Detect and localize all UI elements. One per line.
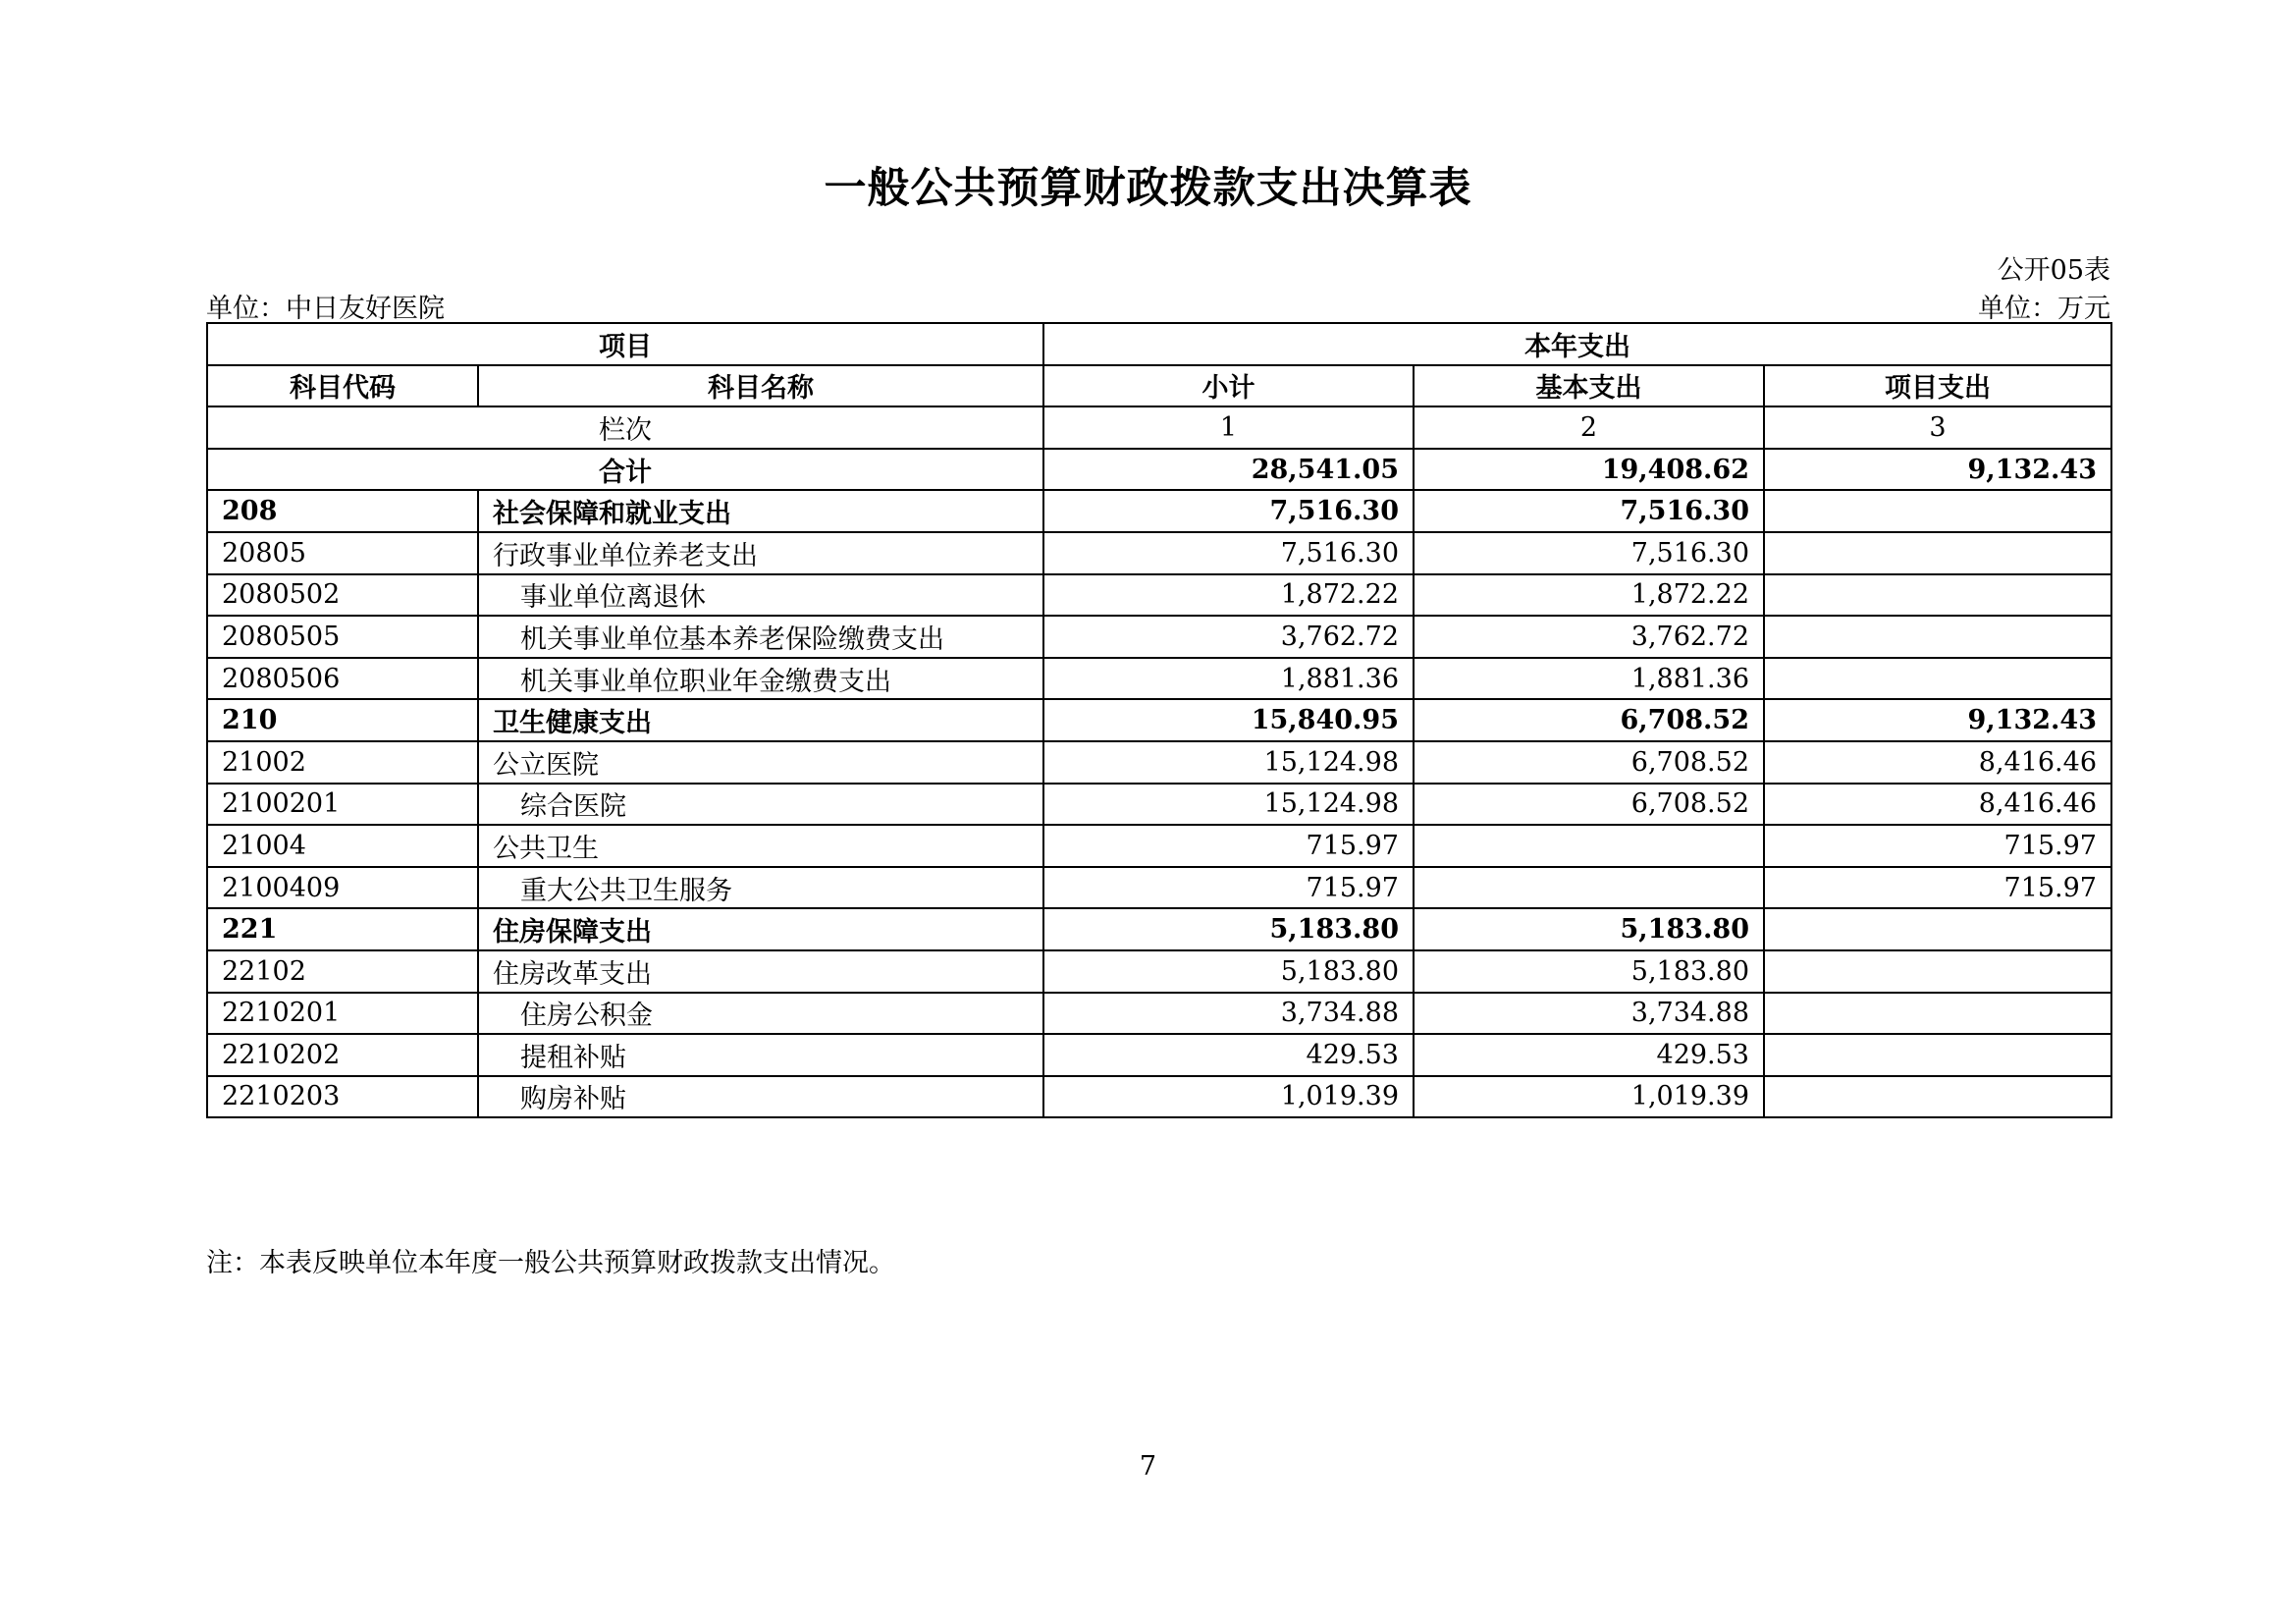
row-name: 机关事业单位职业年金缴费支出 xyxy=(478,658,1043,700)
total-basic: 19,408.62 xyxy=(1414,449,1764,491)
row-subtotal: 7,516.30 xyxy=(1043,490,1414,532)
row-name: 购房补贴 xyxy=(478,1076,1043,1118)
row-name: 行政事业单位养老支出 xyxy=(478,532,1043,574)
row-basic: 6,708.52 xyxy=(1414,784,1764,826)
organization-unit: 单位：中日友好医院 xyxy=(206,294,445,324)
table-number: 公开05表 xyxy=(1997,255,2110,286)
page-title: 一般公共预算财政拨款支出决算表 xyxy=(824,164,1472,213)
row-name: 提租补贴 xyxy=(478,1034,1043,1076)
table-row xyxy=(207,867,2111,909)
total-project: 9,132.43 xyxy=(1764,449,2111,491)
row-code: 2100409 xyxy=(207,867,478,909)
row-project: 715.97 xyxy=(1764,825,2111,867)
row-subtotal: 7,516.30 xyxy=(1043,532,1414,574)
row-code: 20805 xyxy=(207,532,478,574)
column-index-label: 栏次 xyxy=(207,406,1043,449)
table-row xyxy=(207,658,2111,700)
row-code: 2210202 xyxy=(207,1034,478,1076)
column-index-3: 3 xyxy=(1764,406,2111,449)
row-code: 2080502 xyxy=(207,574,478,617)
row-name: 事业单位离退休 xyxy=(478,574,1043,617)
row-code: 210 xyxy=(207,699,478,741)
row-subtotal: 3,762.72 xyxy=(1043,616,1414,658)
row-subtotal: 715.97 xyxy=(1043,825,1414,867)
row-basic: 7,516.30 xyxy=(1414,532,1764,574)
column-index-2: 2 xyxy=(1414,406,1764,449)
row-subtotal: 3,734.88 xyxy=(1043,993,1414,1035)
table-row xyxy=(207,784,2111,826)
row-code: 21004 xyxy=(207,825,478,867)
row-name: 重大公共卫生服务 xyxy=(478,867,1043,909)
table-row xyxy=(207,950,2111,993)
row-project xyxy=(1764,658,2111,700)
row-project xyxy=(1764,993,2111,1035)
row-basic: 1,881.36 xyxy=(1414,658,1764,700)
row-basic: 5,183.80 xyxy=(1414,950,1764,993)
row-subtotal: 15,124.98 xyxy=(1043,741,1414,784)
row-code: 2210201 xyxy=(207,993,478,1035)
row-project xyxy=(1764,574,2111,617)
header-item: 项目 xyxy=(207,323,1043,365)
table-row xyxy=(207,1076,2111,1118)
row-code: 2100201 xyxy=(207,784,478,826)
currency-unit: 单位：万元 xyxy=(1978,294,2110,324)
total-row xyxy=(207,449,2111,491)
total-subtotal: 28,541.05 xyxy=(1043,449,1414,491)
table-row xyxy=(207,699,2111,741)
header-code: 科目代码 xyxy=(207,365,478,407)
row-project: 9,132.43 xyxy=(1764,699,2111,741)
row-subtotal: 5,183.80 xyxy=(1043,950,1414,993)
table-note: 注：本表反映单位本年度一般公共预算财政拨款支出情况。 xyxy=(206,1248,895,1278)
row-name: 住房保障支出 xyxy=(478,908,1043,950)
page-number: 7 xyxy=(1139,1451,1157,1482)
row-subtotal: 5,183.80 xyxy=(1043,908,1414,950)
row-basic: 1,872.22 xyxy=(1414,574,1764,617)
row-code: 2080505 xyxy=(207,616,478,658)
row-project xyxy=(1764,1034,2111,1076)
expenditure-table xyxy=(206,322,2112,1118)
row-name: 卫生健康支出 xyxy=(478,699,1043,741)
row-project xyxy=(1764,908,2111,950)
row-code: 221 xyxy=(207,908,478,950)
table-row xyxy=(207,908,2111,950)
row-basic: 429.53 xyxy=(1414,1034,1764,1076)
row-basic: 3,762.72 xyxy=(1414,616,1764,658)
row-name: 机关事业单位基本养老保险缴费支出 xyxy=(478,616,1043,658)
header-current-year: 本年支出 xyxy=(1043,323,2111,365)
row-code: 21002 xyxy=(207,741,478,784)
header-row-1 xyxy=(207,323,2111,365)
row-basic: 7,516.30 xyxy=(1414,490,1764,532)
table-row xyxy=(207,574,2111,617)
row-subtotal: 15,124.98 xyxy=(1043,784,1414,826)
row-basic xyxy=(1414,867,1764,909)
row-subtotal: 15,840.95 xyxy=(1043,699,1414,741)
row-name: 综合医院 xyxy=(478,784,1043,826)
row-name: 社会保障和就业支出 xyxy=(478,490,1043,532)
header-row-2 xyxy=(207,365,2111,407)
row-project xyxy=(1764,532,2111,574)
row-subtotal: 1,872.22 xyxy=(1043,574,1414,617)
row-project xyxy=(1764,490,2111,532)
row-basic: 5,183.80 xyxy=(1414,908,1764,950)
column-index-row xyxy=(207,406,2111,449)
table-row xyxy=(207,825,2111,867)
row-project xyxy=(1764,616,2111,658)
header-name: 科目名称 xyxy=(478,365,1043,407)
row-name: 住房公积金 xyxy=(478,993,1043,1035)
table-row xyxy=(207,490,2111,532)
row-subtotal: 715.97 xyxy=(1043,867,1414,909)
row-code: 2210203 xyxy=(207,1076,478,1118)
row-basic: 6,708.52 xyxy=(1414,741,1764,784)
row-subtotal: 429.53 xyxy=(1043,1034,1414,1076)
row-basic: 3,734.88 xyxy=(1414,993,1764,1035)
row-project: 8,416.46 xyxy=(1764,784,2111,826)
row-code: 2080506 xyxy=(207,658,478,700)
header-project: 项目支出 xyxy=(1764,365,2111,407)
table-row xyxy=(207,532,2111,574)
row-project xyxy=(1764,950,2111,993)
row-code: 22102 xyxy=(207,950,478,993)
header-subtotal: 小计 xyxy=(1043,365,1414,407)
row-project: 8,416.46 xyxy=(1764,741,2111,784)
row-subtotal: 1,019.39 xyxy=(1043,1076,1414,1118)
row-project: 715.97 xyxy=(1764,867,2111,909)
row-basic: 6,708.52 xyxy=(1414,699,1764,741)
table-row xyxy=(207,993,2111,1035)
table-row xyxy=(207,616,2111,658)
row-basic xyxy=(1414,825,1764,867)
row-name: 住房改革支出 xyxy=(478,950,1043,993)
table-row xyxy=(207,1034,2111,1076)
row-name: 公立医院 xyxy=(478,741,1043,784)
table-row xyxy=(207,741,2111,784)
total-label: 合计 xyxy=(207,449,1043,491)
row-subtotal: 1,881.36 xyxy=(1043,658,1414,700)
header-basic: 基本支出 xyxy=(1414,365,1764,407)
row-code: 208 xyxy=(207,490,478,532)
row-basic: 1,019.39 xyxy=(1414,1076,1764,1118)
column-index-1: 1 xyxy=(1043,406,1414,449)
row-name: 公共卫生 xyxy=(478,825,1043,867)
row-project xyxy=(1764,1076,2111,1118)
